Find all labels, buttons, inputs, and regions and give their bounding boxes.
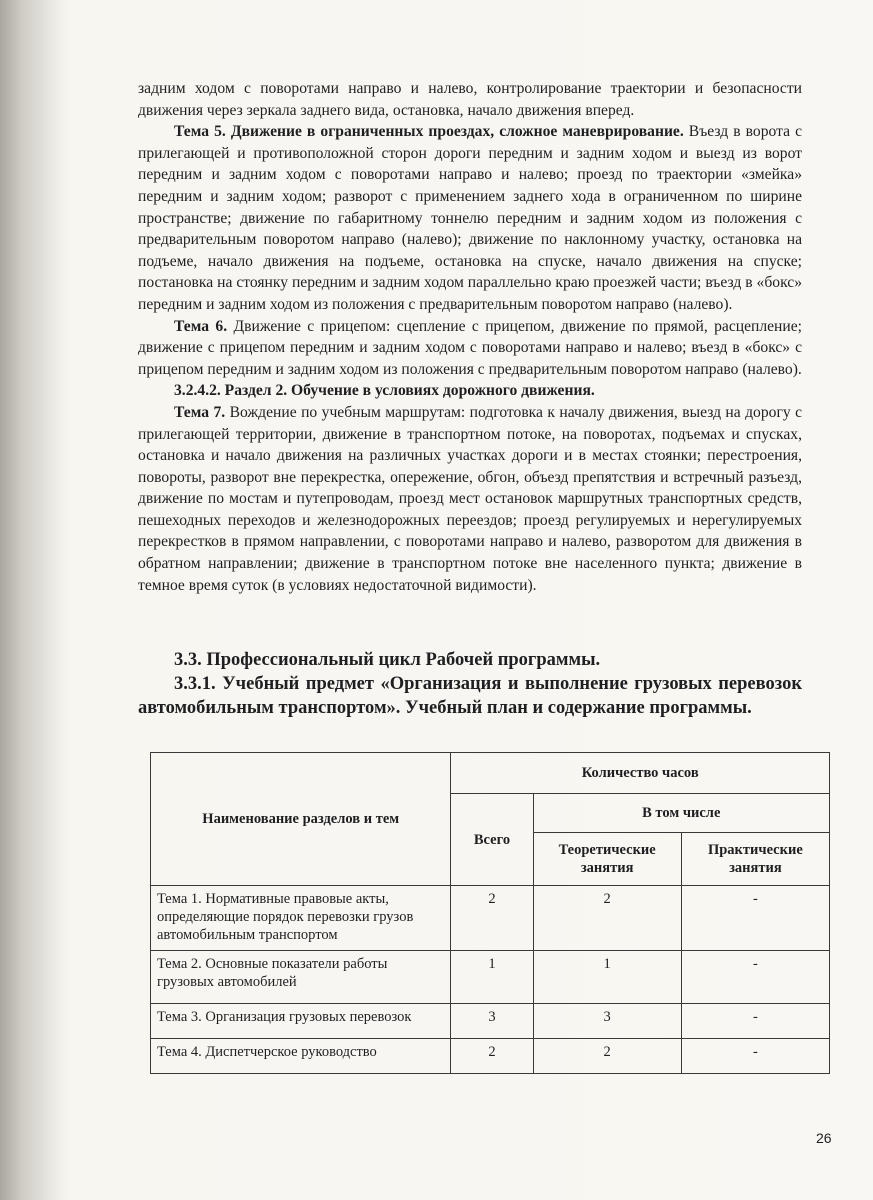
row-practice: - (681, 1039, 829, 1074)
topic-6-heading: Тема 6. (174, 317, 228, 335)
header-including: В том числе (533, 794, 829, 833)
header-sections-topics: Наименование разделов и тем (151, 753, 451, 886)
professional-cycle-heading (138, 648, 802, 720)
topic-5-body: Въезд в ворота с прилегающей и противоположной сторон дороги передним и задним ходом и выезд из ворот передним и задним ходом с поворотами направо и налево; проезд по траектории «змейка» передним и задним ходом; разворот с применением заднего хода в ограниченном по ширине пространстве; движение по габаритному тоннелю передним и задним ходом из положения с предварительным поворотом направо (налево); движение по наклонному участку, остановка на подъеме, начало движения на подъеме, остановка на спуске, начало движения на спуске; постановка на стоянку передним и задним ходом параллельно краю проезжей части; въезд в «бокс» передним и задним ходом из положения с предварительным поворотом направо (налево). (138, 123, 802, 313)
row-practice: - (681, 886, 829, 951)
paragraph-topic-7 (138, 402, 802, 596)
table-row (151, 951, 830, 1004)
paragraph-topic-6 (138, 316, 802, 381)
row-theory: 3 (533, 1004, 681, 1039)
topic-5-heading: Тема 5. Движение в ограниченных проездах, сложное маневрирование. (174, 123, 684, 141)
row-total: 3 (451, 1004, 533, 1039)
row-theory: 1 (533, 951, 681, 1004)
topic-6-body: Движение с прицепом: сцепление с прицепом, движение по прямой, расцепление; движение с прицепом передним и задним ходом с поворотами направо и налево; въезд в «бокс» с прицепом передним и задним ходом из положения с предварительным поворотом направо (налево). (138, 317, 803, 378)
section-3-3-1-heading: 3.3.1. Учебный предмет «Организация и выполнение грузовых перевозок автомобильным транспортом». Учебный план и содержание программы. (138, 674, 802, 718)
document-page (110, 0, 840, 1200)
row-theory: 2 (533, 886, 681, 951)
table-row (151, 1039, 830, 1074)
header-theory: Теоретические занятия (533, 833, 681, 886)
row-total: 1 (451, 951, 533, 1004)
section-3-2-4-2-heading: 3.2.4.2. Раздел 2. Обучение в условиях дорожного движения. (174, 382, 595, 400)
binding-shadow (0, 0, 70, 1200)
paragraph-topic-5 (138, 121, 802, 315)
row-topic-name: Тема 4. Диспетчерское руководство (151, 1039, 451, 1074)
row-total: 2 (451, 886, 533, 951)
table-header-row-1 (151, 753, 830, 794)
row-topic-name: Тема 1. Нормативные правовые акты, определяющие порядок перевозки грузов автомобильным транспортом (151, 886, 451, 951)
header-total: Всего (451, 794, 533, 886)
row-practice: - (681, 951, 829, 1004)
row-theory: 2 (533, 1039, 681, 1074)
row-practice: - (681, 1004, 829, 1039)
header-hours: Количество часов (451, 753, 830, 794)
topic-7-heading: Тема 7. (174, 403, 226, 421)
topic-7-body: Вождение по учебным маршрутам: подготовка к началу движения, выезд на дорогу с прилегающей территории, движение в транспортном потоке, на поворотах, подъемах и спусках, остановка и начало движения на различных участках дороги и в местах стоянки; перестроения, повороты, разворот вне перекрестка, опережение, обгон, объезд препятствия и встречный разъезд, движение по мостам и путепроводам, проезд мест остановок маршрутных транспортных средств, пешеходных переходов и железнодорожных переездов; проезд регулируемых и нерегулируемых перекрестков в прямом направлении, с поворотами направо и налево, разворотом для движения в обратном направлении; движение в транспортном потоке вне населенного пункта; движение в темное время суток (в условиях недостаточной видимости). (138, 403, 802, 594)
row-total: 2 (451, 1039, 533, 1074)
body-text (138, 78, 802, 596)
curriculum-table (150, 752, 830, 1074)
section-3-3-heading: 3.3. Профессиональный цикл Рабочей программы. (174, 650, 601, 670)
header-practice: Практические занятия (681, 833, 829, 886)
row-topic-name: Тема 2. Основные показатели работы грузовых автомобилей (151, 951, 451, 1004)
page-number: 26 (816, 1130, 832, 1146)
table-row (151, 1004, 830, 1039)
row-topic-name: Тема 3. Организация грузовых перевозок (151, 1004, 451, 1039)
paragraph-continuation: задним ходом с поворотами направо и налево, контролирование траектории и безопасности движения через зеркала заднего вида, остановка, начало движения вперед. (138, 80, 802, 119)
table-row (151, 886, 830, 951)
